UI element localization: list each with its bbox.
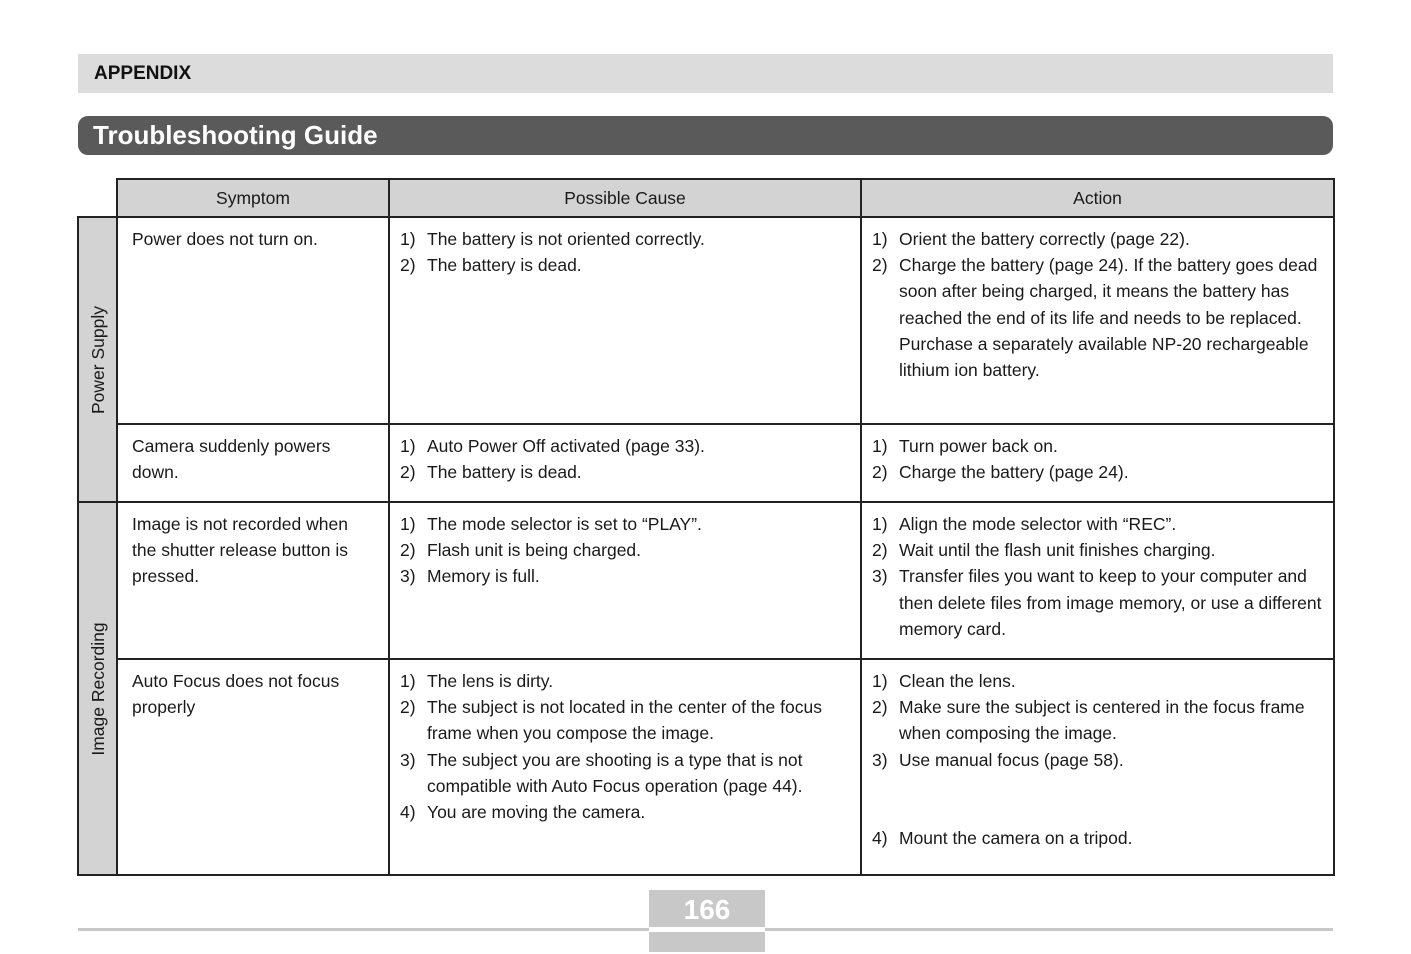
troubleshooting-table (77, 178, 1335, 876)
item-number: 1) (400, 514, 416, 534)
list-item (872, 511, 1323, 537)
list-item (872, 226, 1323, 252)
item-number: 2) (400, 255, 416, 276)
item-text: The subject you are shooting is a type that is not compatible with Auto Focus operation (page 44). (427, 749, 803, 796)
list-item (872, 668, 1323, 694)
item-text: Charge the battery (page 24). If the battery goes dead soon after being charged, it means the battery has reached the end of its life and needs to be replaced. Purchase a separately available NP-20 rechargeable lithium ion battery. (899, 255, 1318, 381)
item-number: 1) (872, 436, 888, 456)
category-cell-power-supply (78, 217, 117, 502)
item-number: 3) (872, 749, 888, 770)
item-text: The battery is dead. (427, 462, 582, 483)
item-text: Use manual focus (page 58). (899, 749, 1124, 770)
item-text: Turn power back on. (899, 436, 1058, 456)
item-text: Make sure the subject is centered in the focus frame when composing the image. (899, 697, 1305, 744)
item-text: Memory is full. (427, 566, 540, 587)
table-row (78, 502, 1334, 659)
item-text: Flash unit is being charged. (427, 540, 642, 561)
list-item (872, 694, 1323, 746)
list-item (400, 252, 850, 278)
item-text: The mode selector is set to “PLAY”. (427, 514, 702, 534)
header-spacer (78, 179, 117, 217)
item-text: Auto Power Off activated (page 33). (427, 436, 705, 456)
item-text: The subject is not located in the center of the focus frame when you compose the image. (427, 697, 822, 744)
list-item (872, 747, 1323, 773)
symptom-cell: Camera suddenly powers down. (117, 424, 389, 502)
page-title: Troubleshooting Guide (93, 120, 378, 150)
page-number: 166 (683, 894, 731, 925)
item-text: The lens is dirty. (427, 671, 554, 691)
list-item (872, 459, 1323, 485)
item-text: Clean the lens. (899, 671, 1016, 691)
item-number: 1) (872, 671, 888, 691)
item-text: The battery is dead. (427, 255, 582, 276)
page-title-bar (78, 116, 1333, 155)
table-header-row (78, 179, 1334, 217)
list-item (400, 459, 850, 485)
item-number: 3) (872, 566, 888, 587)
category-label: Power Supply (87, 305, 108, 414)
list-item (872, 825, 1323, 851)
item-number: 4) (400, 802, 416, 823)
item-number: 3) (400, 566, 416, 587)
cause-cell (389, 424, 861, 502)
section-header-bar (78, 54, 1333, 93)
list-item (400, 799, 850, 825)
cause-cell (389, 659, 861, 875)
column-header-possible-cause: Possible Cause (389, 179, 861, 217)
item-number: 2) (400, 540, 416, 561)
item-number: 1) (400, 436, 416, 456)
list-item (400, 511, 850, 537)
item-text: Transfer files you want to keep to your computer and then delete files from image memory, or use a different memory card. (899, 566, 1322, 639)
symptom-cell: Power does not turn on. (117, 217, 389, 424)
list-item (400, 668, 850, 694)
item-number: 4) (872, 827, 888, 848)
item-number: 3) (400, 749, 416, 770)
list-item (872, 537, 1323, 563)
symptom-cell: Auto Focus does not focus properly (117, 659, 389, 875)
cause-cell (389, 502, 861, 659)
action-cell (861, 659, 1334, 875)
table-row (78, 217, 1334, 424)
list-item (400, 747, 850, 799)
item-text: Charge the battery (page 24). (899, 462, 1129, 483)
column-header-symptom: Symptom (117, 179, 389, 217)
item-text: Wait until the flash unit finishes charging. (899, 540, 1216, 561)
list-item (872, 433, 1323, 459)
list-item (400, 226, 850, 252)
section-label: APPENDIX (94, 62, 192, 84)
list-item (872, 563, 1323, 642)
table-row (78, 659, 1334, 875)
item-number: 1) (400, 229, 416, 249)
item-number: 1) (400, 671, 416, 691)
symptom-cell: Image is not recorded when the shutter release button is pressed. (117, 502, 389, 659)
table-row (78, 424, 1334, 502)
list-item (872, 252, 1323, 383)
item-number: 2) (872, 540, 888, 561)
list-item (400, 694, 850, 746)
item-text: You are moving the camera. (427, 802, 646, 823)
item-number: 2) (872, 462, 888, 483)
item-text: Align the mode selector with “REC”. (899, 514, 1177, 534)
action-cell (861, 424, 1334, 502)
item-number: 2) (872, 255, 888, 276)
item-text: Orient the battery correctly (page 22). (899, 229, 1190, 249)
item-number: 2) (400, 462, 416, 483)
list-item (400, 537, 850, 563)
list-item (400, 563, 850, 589)
list-item (400, 433, 850, 459)
item-text: Mount the camera on a tripod. (899, 827, 1133, 848)
item-number: 2) (400, 697, 416, 718)
category-cell-image-recording (78, 502, 117, 875)
page-number-divider (649, 927, 765, 932)
action-cell (861, 502, 1334, 659)
category-label: Image Recording (87, 621, 108, 756)
column-header-action: Action (861, 179, 1334, 217)
item-number: 1) (872, 514, 888, 534)
item-text: The battery is not oriented correctly. (427, 229, 705, 249)
item-number: 2) (872, 697, 888, 718)
action-cell (861, 217, 1334, 424)
item-number: 1) (872, 229, 888, 249)
cause-cell (389, 217, 861, 424)
